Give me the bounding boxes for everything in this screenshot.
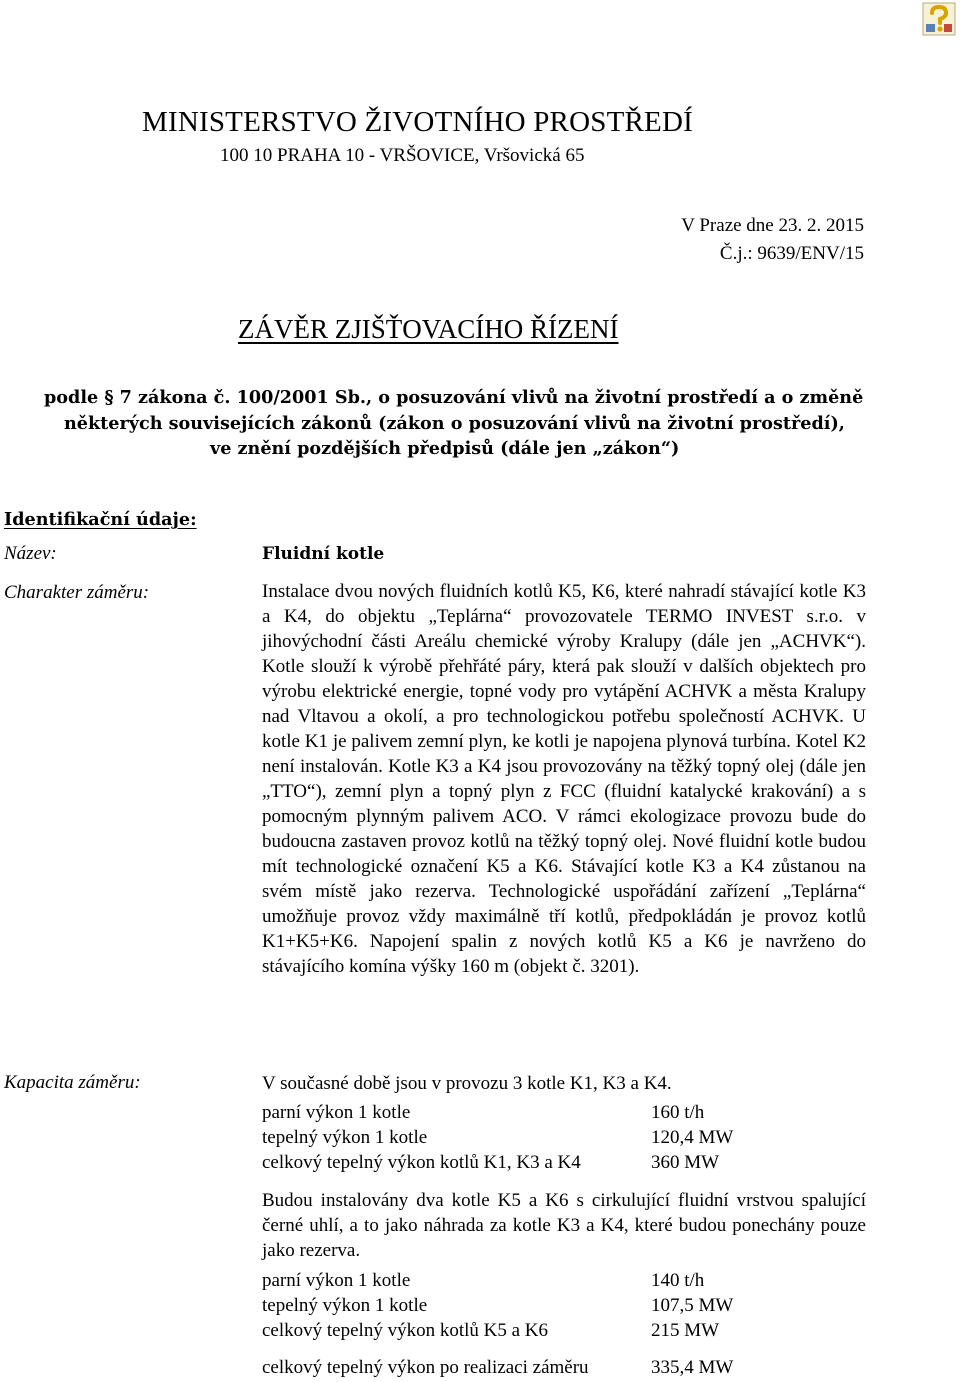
total-capacity-row: [262, 1355, 734, 1380]
name-label: Název:: [4, 543, 57, 564]
new-capacity-row-value: 107,5 MW: [651, 1295, 734, 1316]
logo-icon: [922, 2, 956, 36]
capacity-row: [262, 1150, 720, 1175]
new-capacity-row-value: 215 MW: [651, 1320, 720, 1341]
total-capacity-value: 335,4 MW: [651, 1357, 734, 1378]
law-line-1: podle § 7 zákona č. 100/2001 Sb., o posuzování vlivů na životní prostředí a o změně: [44, 387, 864, 408]
capacity-row-label: celkový tepelný výkon kotlů K1, K3 a K4: [262, 1152, 581, 1173]
capacity-row-value: 120,4 MW: [651, 1127, 734, 1148]
new-capacity-row: [262, 1293, 734, 1318]
capacity-row-label: tepelný výkon 1 kotle: [262, 1127, 428, 1148]
place-date: V Praze dne 23. 2. 2015: [681, 215, 864, 236]
new-boilers-text: Budou instalovány dva kotle K5 a K6 s cirkulující fluidní vrstvou spalující černé uhlí, a to jako náhrada za kotle K3 a K4, které budou ponechány pouze jako rezerva.: [262, 1190, 866, 1261]
capacity-row: [262, 1125, 734, 1150]
ministry-address: 100 10 PRAHA 10 - VRŠOVICE, Vršovická 65: [220, 145, 585, 166]
total-capacity-label: celkový tepelný výkon po realizaci záměru: [262, 1357, 589, 1378]
ministry-name: MINISTERSTVO ŽIVOTNÍHO PROSTŘEDÍ: [142, 106, 693, 138]
new-capacity-row-value: 140 t/h: [651, 1270, 705, 1291]
character-label: Charakter záměru:: [4, 582, 150, 603]
new-capacity-row: [262, 1318, 720, 1343]
identification-heading: Identifikační údaje:: [4, 509, 197, 530]
law-reference: [44, 385, 884, 462]
reference-number: Č.j.: 9639/ENV/15: [719, 243, 864, 264]
name-value: Fluidní kotle: [262, 544, 385, 564]
new-capacity-row-label: parní výkon 1 kotle: [262, 1270, 411, 1291]
capacity-row-value: 160 t/h: [651, 1102, 705, 1123]
new-capacity-row-label: tepelný výkon 1 kotle: [262, 1295, 428, 1316]
capacity-intro: V současné době jsou v provozu 3 kotle K1, K3 a K4.: [262, 1073, 672, 1094]
law-line-2: některých souvisejících zákonů (zákon o posuzování vlivů na životní prostředí),: [64, 412, 845, 434]
new-capacity-row-label: celkový tepelný výkon kotlů K5 a K6: [262, 1320, 549, 1341]
character-text: Instalace dvou nových fluidních kotlů K5, K6, které nahradí stávající kotle K3 a K4, do objektu „Teplárna“ provozovatele TERMO INVEST s.r.o. v jihovýchodní části Areálu chemické výroby Kralupy (dále jen „ACHVK“). Kotle slouží k výrobě přehřáté páry, která pak slouží v dalších objektech pro výrobu elektrické energie, topné vody pro vytápění ACHVK a města Kralupy nad Vltavou a okolí, a pro technologickou potřebu společností ACHVK. U kotle K1 je palivem zemní plyn, ke kotli je napojena plynová turbína. Kotel K2 není instalován. Kotle K3 a K4 jsou provozovány na těžký topný olej (dále jen „TTO“), zemní plyn a topný plyn z FCC (fluidní katalycké krakování) a s pomocným plynným palivem ACO. V rámci ekologizace provozu bude do budoucna zastaven provoz kotlů na těžký topný olej. Nové fluidní kotle budou mít technologické označení K5 a K6. Stávající kotle K3 a K4 zůstanou na svém místě jako rezerva. Technologické uspořádání zařízení „Teplárna“ umožňuje provoz vždy maximálně tří kotlů, předpokládán je provoz kotlů K1+K5+K6. Napojení spalin z nových kotlů K5 a K6 je navrženo do stávajícího komína výšky 160 m (objekt č. 3201).: [262, 581, 866, 977]
new-capacity-row: [262, 1268, 705, 1293]
document-title: ZÁVĚR ZJIŠŤOVACÍHO ŘÍZENÍ: [238, 314, 619, 344]
capacity-row-label: parní výkon 1 kotle: [262, 1102, 411, 1123]
capacity-row: [262, 1100, 705, 1125]
capacity-label: Kapacita záměru:: [4, 1072, 141, 1093]
capacity-row-value: 360 MW: [651, 1152, 720, 1173]
law-line-3: ve znění pozdějších předpisů (dále jen „zákon“): [210, 438, 680, 459]
